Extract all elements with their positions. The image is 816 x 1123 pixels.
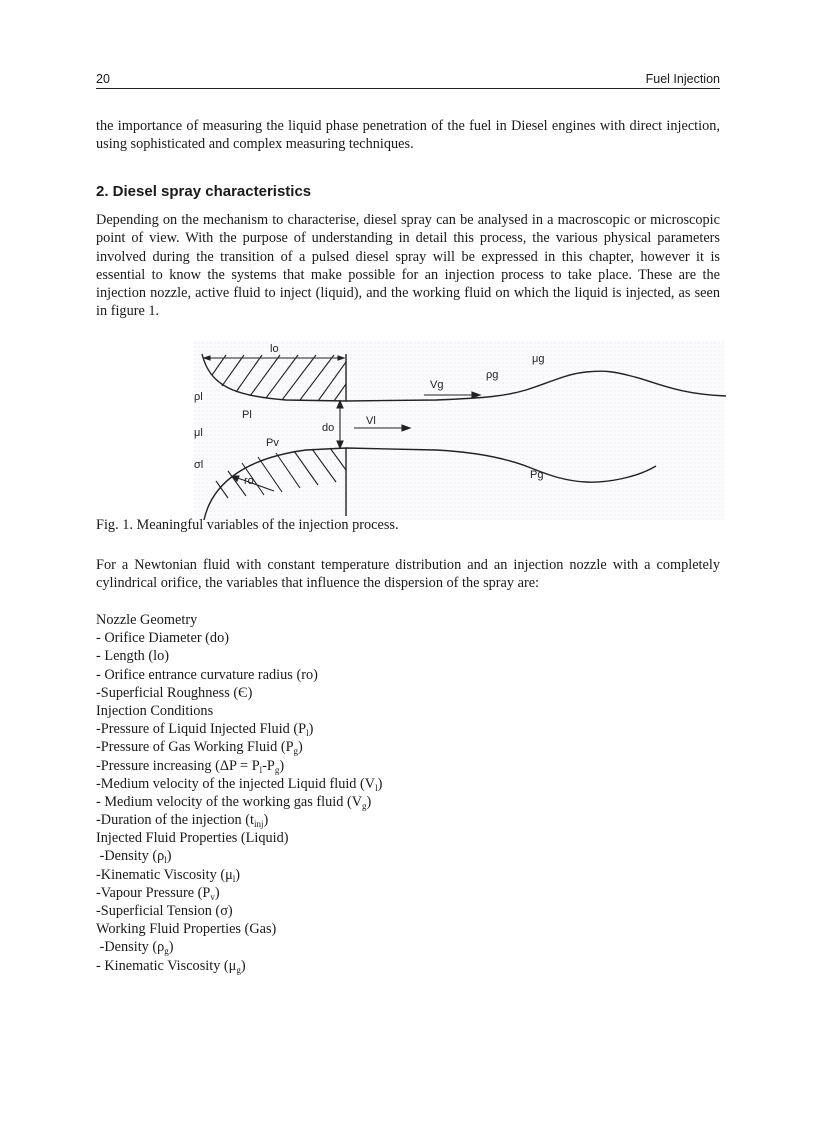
list-item: -Density $(\rho_g)$ — [96, 939, 174, 957]
list-item: Injected Fluid Properties (Liquid) — [96, 830, 289, 847]
list-item: -Duration of the injection $(t_{inj})$ — [96, 812, 269, 830]
variables-list — [96, 611, 382, 975]
figure-caption: Fig. 1. Meaningful variables of the injection process. — [96, 517, 399, 533]
variables-intro: For a Newtonian fluid with constant temperature distribution and an injection nozzle with a completely cylindrical orifice, the variables that influence the dispersion of the spray are: — [96, 557, 720, 592]
label-r-o: ro — [244, 475, 254, 487]
label-sigma-l: σl — [194, 459, 204, 471]
running-header — [96, 70, 720, 89]
section-heading: 2. Diesel spray characteristics — [96, 183, 312, 200]
list-item: Nozzle Geometry — [96, 612, 198, 628]
label-lo: lo — [270, 343, 279, 355]
list-item: -Medium velocity of the injected Liquid fluid $(V_l)$ — [96, 775, 383, 793]
label-mu-l: μl — [194, 427, 203, 439]
list-item: -Pressure increasing $(\Delta P = P_l-P_g)$ — [96, 757, 285, 775]
list-item: Injection Conditions — [96, 702, 214, 719]
injection-nozzle-figure — [186, 338, 726, 522]
list-item: - Medium velocity of the working gas fluid $(V_g)$ — [96, 793, 372, 811]
label-rho-g: ρg — [486, 369, 499, 381]
list-item: -Superficial Roughness (Є) — [96, 684, 253, 701]
list-item: - Orifice entrance curvature radius (ro) — [96, 666, 318, 683]
list-item: -Superficial Tension (σ) — [96, 903, 233, 919]
list-item: - Orifice Diameter (do) — [96, 630, 229, 647]
label-v-g: Vg — [430, 379, 444, 391]
list-item: -Pressure of Liquid Injected Fluid $(P_l)$ — [96, 721, 314, 739]
figure-background — [194, 340, 724, 520]
running-title: Fuel Injection — [645, 72, 720, 86]
section-paragraph: Depending on the mechanism to characterise, diesel spray can be analysed in a macroscopic or microscopic point of view. With the purpose of understanding in detail this process, the various physical parameters involved during the transition of a pulsed diesel spray will be expressed in this chapter, however it is essential to know the systems that make possible for an injection process to take place. These are the injection nozzle, active fluid to inject (liquid), and the working fluid on which the liquid is injected, as seen in figure 1. — [96, 212, 720, 320]
list-item: -Kinematic Viscosity $(\mu_l)$ — [96, 866, 241, 884]
label-rho-l: ρl — [194, 391, 203, 403]
label-p-l: Pl — [242, 409, 252, 421]
list-item: - Kinematic Viscosity $(\mu_g)$ — [96, 957, 246, 975]
list-item: - Length (lo) — [96, 648, 170, 665]
list-item: -Pressure of Gas Working Fluid $(P_g)$ — [96, 739, 303, 757]
page-number: 20 — [96, 72, 110, 86]
label-p-v: Pv — [266, 437, 279, 449]
label-v-l: Vl — [366, 415, 376, 427]
list-item: -Density $(\rho_l)$ — [96, 848, 172, 866]
label-mu-g: μg — [532, 353, 545, 365]
label-p-g: Pg — [530, 469, 544, 481]
list-item: -Vapour Pressure $(P_v)$ — [96, 884, 220, 902]
label-d-o: do — [322, 422, 335, 434]
intro-paragraph: the importance of measuring the liquid phase penetration of the fuel in Diesel engines with direct injection, using sophisticated and complex measuring techniques. — [96, 118, 720, 153]
list-item: Working Fluid Properties (Gas) — [96, 921, 277, 938]
